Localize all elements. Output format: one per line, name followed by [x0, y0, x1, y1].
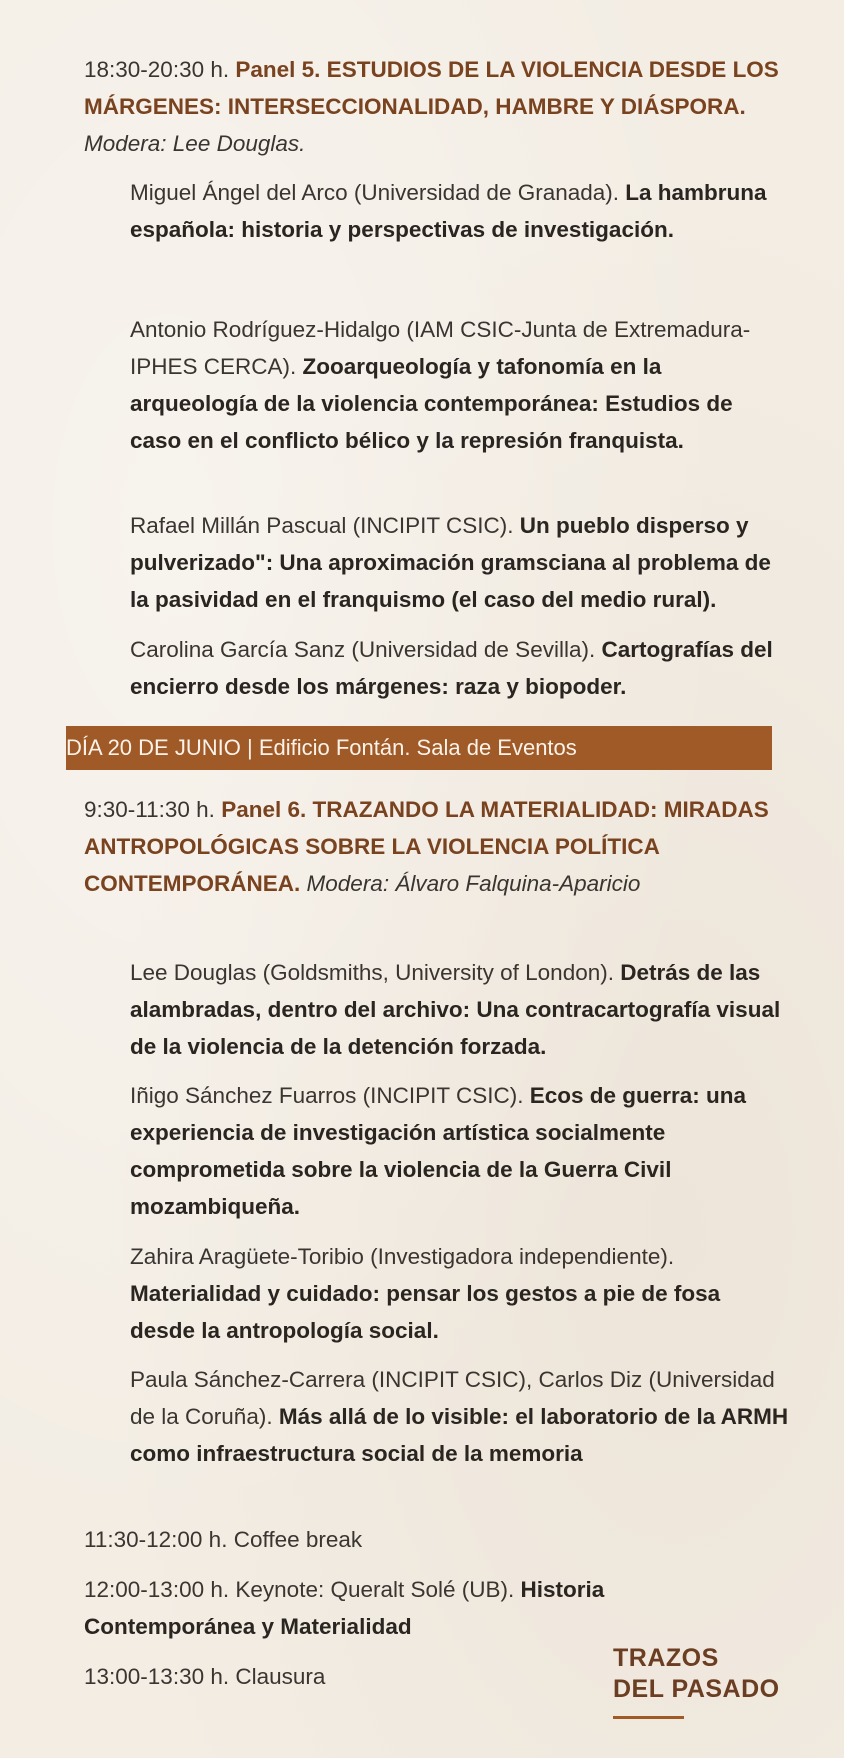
brand-underline — [613, 1716, 684, 1719]
brand-line2: DEL PASADO — [613, 1675, 780, 1703]
talk-author: Miguel Ángel del Arco (Universidad de Granada). — [130, 180, 620, 205]
talk-author: Lee Douglas (Goldsmiths, University of London). — [130, 960, 614, 985]
talk-author: Rafael Millán Pascual (INCIPIT CSIC). — [130, 513, 514, 538]
talk-title: Cartografías del encierro desde los márgenes: raza y biopoder. — [130, 637, 773, 699]
panel5-title: Panel 5. ESTUDIOS DE LA VIOLENCIA DESDE LOS MÁRGENES: INTERSECCIONALIDAD, HAMBRE Y DIÁSPORA. — [84, 57, 779, 119]
keynote-time: 12:00-13:00 h. — [84, 1577, 230, 1602]
panel5-talk-3 — [130, 507, 790, 618]
panel5-talk-1 — [130, 174, 790, 248]
panel6-header — [84, 791, 784, 902]
brand-logo — [613, 1643, 813, 1705]
panel5-talk-2 — [130, 311, 790, 459]
panel5-header — [84, 51, 784, 162]
closing — [84, 1658, 584, 1695]
talk-title: Ecos de guerra: una experiencia de investigación artística socialmente comprometida sobre la violencia de la Guerra Civil mozambiqueña. — [130, 1083, 747, 1219]
talk-title: Un pueblo disperso y pulverizado": Una aproximación gramsciana al problema de la pasividad en el franquismo (el caso del medio rural). — [130, 513, 771, 612]
day-venue: Edificio Fontán. Sala de Eventos — [258, 735, 577, 760]
talk-title: Más allá de lo visible: el laboratorio de la ARMH como infraestructura social de la memoria — [130, 1404, 789, 1466]
coffee-time: 11:30-12:00 h. — [84, 1527, 228, 1552]
panel6-talk-4 — [130, 1361, 790, 1472]
talk-title: Materialidad y cuidado: pensar los gestos a pie de fosa desde la antropología social. — [130, 1281, 721, 1343]
panel6-moderator: Modera: Álvaro Falquina-Aparicio — [306, 871, 641, 896]
brand-line1: TRAZOS — [613, 1644, 719, 1672]
panel6-talk-1 — [130, 954, 790, 1065]
keynote-title: Historia Contemporánea y Materialidad — [84, 1577, 605, 1639]
day-separator: | — [246, 735, 253, 760]
talk-title: Zooarqueología y tafonomía en la arqueología de la violencia contemporánea: Estudios de caso en el conflicto bélico y la represión franquista. — [130, 354, 733, 453]
panel5-moderator: Modera: Lee Douglas. — [84, 131, 306, 156]
talk-title: La hambruna española: historia y perspectivas de investigación. — [130, 180, 767, 242]
coffee-label: Coffee break — [233, 1527, 363, 1552]
talk-author: Carolina García Sanz (Universidad de Sevilla). — [130, 637, 596, 662]
panel6-title: Panel 6. TRAZANDO LA MATERIALIDAD: MIRADAS ANTROPOLÓGICAS SOBRE LA VIOLENCIA POLÍTICA CONTEMPORÁNEA. — [84, 797, 769, 896]
closing-label: Clausura — [235, 1664, 326, 1689]
talk-author: Zahira Aragüete-Toribio (Investigadora independiente). — [130, 1244, 675, 1269]
panel6-talk-2 — [130, 1077, 790, 1225]
closing-time: 13:00-13:30 h. — [84, 1664, 230, 1689]
talk-title: Detrás de las alambradas, dentro del archivo: Una contracartografía visual de la violencia de la detención forzada. — [130, 960, 781, 1059]
keynote-label: Keynote: Queralt Solé (UB). — [235, 1577, 515, 1602]
keynote — [84, 1571, 684, 1645]
day-date: DÍA 20 DE JUNIO — [66, 735, 241, 760]
coffee-break — [84, 1521, 784, 1558]
panel6-talk-3 — [130, 1238, 790, 1349]
panel5-time: 18:30-20:30 h. — [84, 57, 230, 82]
talk-author: Paula Sánchez-Carrera (INCIPIT CSIC), Carlos Diz (Universidad de la Coruña). — [130, 1367, 775, 1429]
day-banner — [66, 726, 772, 770]
panel5-talk-4 — [130, 631, 790, 705]
talk-author: Antonio Rodríguez-Hidalgo (IAM CSIC-Junta de Extremadura-IPHES CERCA). — [130, 317, 751, 379]
panel6-time: 9:30-11:30 h. — [84, 797, 215, 822]
talk-author: Iñigo Sánchez Fuarros (INCIPIT CSIC). — [130, 1083, 524, 1108]
